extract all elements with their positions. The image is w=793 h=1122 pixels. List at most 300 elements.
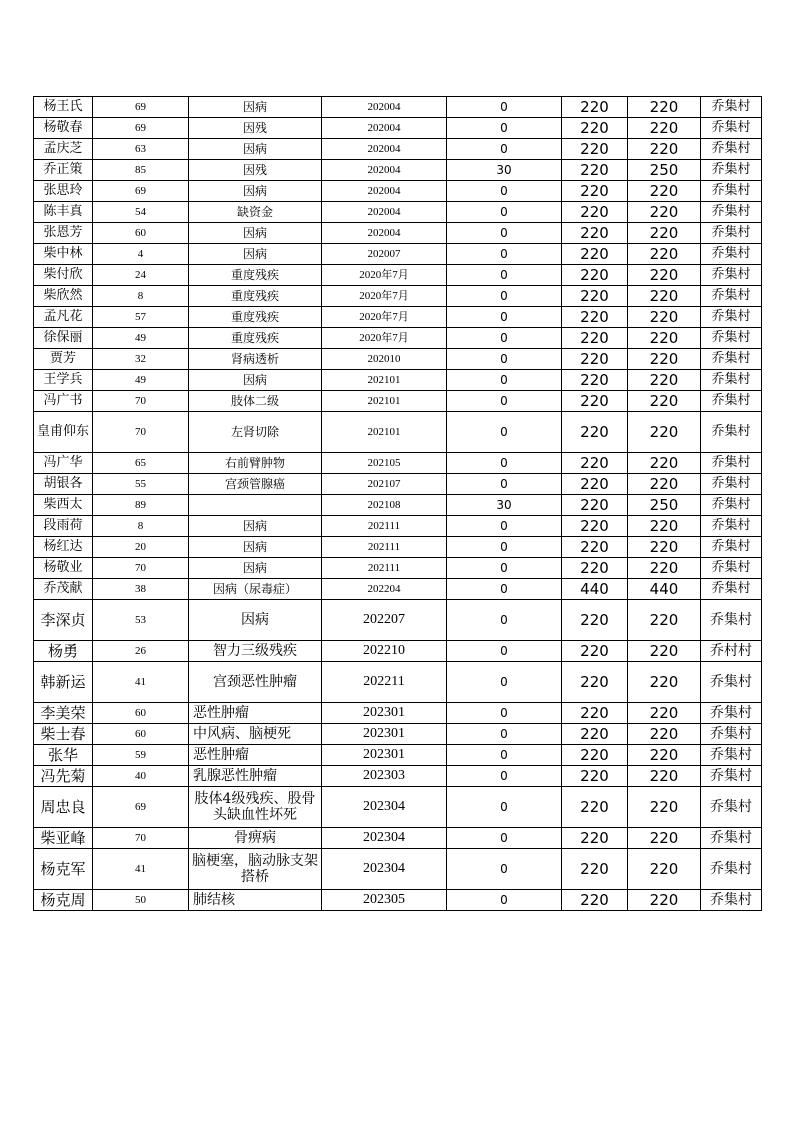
village-cell: 乔集村 [701, 828, 762, 849]
reason-cell: 因病 [189, 139, 322, 160]
table-row [34, 662, 762, 703]
table-body [34, 97, 762, 911]
start-date-cell: 202101 [322, 391, 447, 412]
extra-amount-cell: 0 [447, 828, 562, 849]
age-cell: 65 [93, 453, 189, 474]
base-amount-cell: 220 [562, 118, 628, 139]
table-row [34, 516, 762, 537]
total-amount-cell: 220 [628, 286, 701, 307]
reason-cell: 宫颈管腺癌 [189, 474, 322, 495]
age-cell: 24 [93, 265, 189, 286]
name-cell: 冯广书 [34, 391, 93, 412]
start-date-cell: 202004 [322, 160, 447, 181]
start-date-cell: 202010 [322, 349, 447, 370]
total-amount-cell: 220 [628, 139, 701, 160]
reason-cell: 因病 [189, 600, 322, 641]
extra-amount-cell: 0 [447, 766, 562, 787]
age-cell: 60 [93, 724, 189, 745]
extra-amount-cell: 0 [447, 244, 562, 265]
extra-amount-cell: 0 [447, 724, 562, 745]
table-row [34, 181, 762, 202]
age-cell: 50 [93, 890, 189, 911]
table-row [34, 579, 762, 600]
extra-amount-cell: 0 [447, 391, 562, 412]
base-amount-cell: 220 [562, 349, 628, 370]
age-cell: 69 [93, 97, 189, 118]
extra-amount-cell: 0 [447, 558, 562, 579]
total-amount-cell: 220 [628, 474, 701, 495]
age-cell: 41 [93, 662, 189, 703]
base-amount-cell: 220 [562, 662, 628, 703]
table-row [34, 641, 762, 662]
age-cell: 63 [93, 139, 189, 160]
village-cell: 乔集村 [701, 160, 762, 181]
age-cell: 60 [93, 223, 189, 244]
reason-cell: 骨痹病 [189, 828, 322, 849]
name-cell: 柴付欣 [34, 265, 93, 286]
age-cell: 8 [93, 516, 189, 537]
base-amount-cell: 220 [562, 495, 628, 516]
village-cell: 乔集村 [701, 265, 762, 286]
name-cell: 孟凡花 [34, 307, 93, 328]
total-amount-cell: 220 [628, 118, 701, 139]
extra-amount-cell: 0 [447, 579, 562, 600]
village-cell: 乔集村 [701, 307, 762, 328]
extra-amount-cell: 0 [447, 97, 562, 118]
reason-cell: 因残 [189, 160, 322, 181]
extra-amount-cell: 0 [447, 412, 562, 453]
table-row [34, 537, 762, 558]
extra-amount-cell: 0 [447, 307, 562, 328]
extra-amount-cell: 0 [447, 849, 562, 890]
name-cell: 周忠良 [34, 787, 93, 828]
start-date-cell: 202301 [322, 745, 447, 766]
start-date-cell: 202107 [322, 474, 447, 495]
table-row [34, 495, 762, 516]
name-cell: 段雨荷 [34, 516, 93, 537]
name-cell: 王学兵 [34, 370, 93, 391]
table-row [34, 160, 762, 181]
age-cell: 69 [93, 787, 189, 828]
total-amount-cell: 220 [628, 412, 701, 453]
extra-amount-cell: 0 [447, 202, 562, 223]
name-cell: 冯先菊 [34, 766, 93, 787]
village-cell: 乔集村 [701, 516, 762, 537]
name-cell: 李深贞 [34, 600, 93, 641]
start-date-cell: 202004 [322, 97, 447, 118]
reason-cell: 因病 [189, 558, 322, 579]
reason-cell: 因病（尿毒症） [189, 579, 322, 600]
base-amount-cell: 220 [562, 97, 628, 118]
extra-amount-cell: 0 [447, 600, 562, 641]
village-cell: 乔集村 [701, 349, 762, 370]
total-amount-cell: 220 [628, 370, 701, 391]
base-amount-cell: 220 [562, 160, 628, 181]
start-date-cell: 202305 [322, 890, 447, 911]
start-date-cell: 202303 [322, 766, 447, 787]
base-amount-cell: 220 [562, 391, 628, 412]
table-row [34, 724, 762, 745]
reason-cell: 因病 [189, 516, 322, 537]
total-amount-cell: 220 [628, 181, 701, 202]
name-cell: 乔茂献 [34, 579, 93, 600]
total-amount-cell: 220 [628, 724, 701, 745]
name-cell: 柴欣然 [34, 286, 93, 307]
total-amount-cell: 220 [628, 703, 701, 724]
village-cell: 乔集村 [701, 474, 762, 495]
total-amount-cell: 250 [628, 495, 701, 516]
reason-cell: 重度残疾 [189, 328, 322, 349]
village-cell: 乔集村 [701, 391, 762, 412]
start-date-cell: 2020年7月 [322, 328, 447, 349]
name-cell: 张恩芳 [34, 223, 93, 244]
extra-amount-cell: 0 [447, 370, 562, 391]
extra-amount-cell: 0 [447, 745, 562, 766]
base-amount-cell: 220 [562, 328, 628, 349]
reason-cell: 重度残疾 [189, 286, 322, 307]
extra-amount-cell: 30 [447, 160, 562, 181]
base-amount-cell: 220 [562, 370, 628, 391]
base-amount-cell: 220 [562, 703, 628, 724]
total-amount-cell: 220 [628, 202, 701, 223]
base-amount-cell: 220 [562, 724, 628, 745]
name-cell: 杨王氏 [34, 97, 93, 118]
extra-amount-cell: 0 [447, 223, 562, 244]
start-date-cell: 202004 [322, 139, 447, 160]
base-amount-cell: 220 [562, 537, 628, 558]
total-amount-cell: 220 [628, 391, 701, 412]
name-cell: 乔正策 [34, 160, 93, 181]
reason-cell: 因病 [189, 537, 322, 558]
extra-amount-cell: 0 [447, 118, 562, 139]
name-cell: 张思玲 [34, 181, 93, 202]
village-cell: 乔集村 [701, 849, 762, 890]
age-cell: 69 [93, 181, 189, 202]
age-cell: 38 [93, 579, 189, 600]
village-cell: 乔集村 [701, 787, 762, 828]
village-cell: 乔集村 [701, 558, 762, 579]
base-amount-cell: 220 [562, 828, 628, 849]
start-date-cell: 2020年7月 [322, 307, 447, 328]
name-cell: 杨红达 [34, 537, 93, 558]
start-date-cell: 202101 [322, 412, 447, 453]
start-date-cell: 202301 [322, 724, 447, 745]
total-amount-cell: 220 [628, 516, 701, 537]
name-cell: 杨克周 [34, 890, 93, 911]
age-cell: 20 [93, 537, 189, 558]
village-cell: 乔集村 [701, 579, 762, 600]
village-cell: 乔集村 [701, 745, 762, 766]
age-cell: 32 [93, 349, 189, 370]
village-cell: 乔集村 [701, 495, 762, 516]
table-row [34, 349, 762, 370]
extra-amount-cell: 0 [447, 516, 562, 537]
village-cell: 乔集村 [701, 370, 762, 391]
village-cell: 乔集村 [701, 328, 762, 349]
village-cell: 乔集村 [701, 181, 762, 202]
village-cell: 乔集村 [701, 118, 762, 139]
reason-cell: 因病 [189, 97, 322, 118]
reason-cell: 重度残疾 [189, 265, 322, 286]
start-date-cell: 202211 [322, 662, 447, 703]
village-cell: 乔集村 [701, 453, 762, 474]
table-row [34, 828, 762, 849]
reason-cell: 肺结核 [189, 890, 322, 911]
reason-cell: 中风病、脑梗死 [189, 724, 322, 745]
reason-cell: 恶性肿瘤 [189, 745, 322, 766]
start-date-cell: 202210 [322, 641, 447, 662]
age-cell: 85 [93, 160, 189, 181]
village-cell: 乔集村 [701, 662, 762, 703]
base-amount-cell: 220 [562, 265, 628, 286]
age-cell: 70 [93, 558, 189, 579]
table-row [34, 139, 762, 160]
table-row [34, 97, 762, 118]
base-amount-cell: 220 [562, 516, 628, 537]
extra-amount-cell: 0 [447, 890, 562, 911]
extra-amount-cell: 0 [447, 474, 562, 495]
reason-cell: 乳腺恶性肿瘤 [189, 766, 322, 787]
table-row [34, 703, 762, 724]
name-cell: 杨敬业 [34, 558, 93, 579]
reason-cell: 因病 [189, 370, 322, 391]
name-cell: 杨克军 [34, 849, 93, 890]
table-row [34, 244, 762, 265]
start-date-cell: 202004 [322, 181, 447, 202]
base-amount-cell: 220 [562, 787, 628, 828]
base-amount-cell: 220 [562, 766, 628, 787]
name-cell: 孟庆芝 [34, 139, 93, 160]
village-cell: 乔集村 [701, 286, 762, 307]
total-amount-cell: 220 [628, 558, 701, 579]
extra-amount-cell: 0 [447, 662, 562, 703]
village-cell: 乔集村 [701, 890, 762, 911]
base-amount-cell: 440 [562, 579, 628, 600]
age-cell: 49 [93, 328, 189, 349]
age-cell: 57 [93, 307, 189, 328]
age-cell: 89 [93, 495, 189, 516]
extra-amount-cell: 0 [447, 537, 562, 558]
name-cell: 杨敬春 [34, 118, 93, 139]
total-amount-cell: 220 [628, 244, 701, 265]
name-cell: 柴士春 [34, 724, 93, 745]
relief-roster-table [33, 96, 762, 911]
base-amount-cell: 220 [562, 453, 628, 474]
total-amount-cell: 250 [628, 160, 701, 181]
base-amount-cell: 220 [562, 558, 628, 579]
extra-amount-cell: 0 [447, 641, 562, 662]
start-date-cell: 202111 [322, 516, 447, 537]
village-cell: 乔集村 [701, 703, 762, 724]
base-amount-cell: 220 [562, 286, 628, 307]
village-cell: 乔集村 [701, 244, 762, 265]
base-amount-cell: 220 [562, 139, 628, 160]
reason-cell: 因病 [189, 244, 322, 265]
table-row [34, 328, 762, 349]
village-cell: 乔集村 [701, 600, 762, 641]
base-amount-cell: 220 [562, 244, 628, 265]
table-row [34, 286, 762, 307]
age-cell: 70 [93, 412, 189, 453]
base-amount-cell: 220 [562, 890, 628, 911]
table-row [34, 118, 762, 139]
table-row [34, 766, 762, 787]
start-date-cell: 202004 [322, 202, 447, 223]
total-amount-cell: 440 [628, 579, 701, 600]
total-amount-cell: 220 [628, 787, 701, 828]
name-cell: 柴西太 [34, 495, 93, 516]
reason-cell: 肢体二级 [189, 391, 322, 412]
name-cell: 冯广华 [34, 453, 93, 474]
reason-cell: 右前臂肿物 [189, 453, 322, 474]
extra-amount-cell: 0 [447, 265, 562, 286]
table-row [34, 474, 762, 495]
total-amount-cell: 220 [628, 349, 701, 370]
reason-cell: 因残 [189, 118, 322, 139]
reason-cell: 肢体4级残疾、股骨头缺血性坏死 [189, 787, 322, 828]
base-amount-cell: 220 [562, 600, 628, 641]
name-cell: 李美荣 [34, 703, 93, 724]
village-cell: 乔集村 [701, 724, 762, 745]
reason-cell: 宫颈恶性肿瘤 [189, 662, 322, 703]
total-amount-cell: 220 [628, 265, 701, 286]
village-cell: 乔集村 [701, 97, 762, 118]
age-cell: 26 [93, 641, 189, 662]
start-date-cell: 202007 [322, 244, 447, 265]
name-cell: 徐保丽 [34, 328, 93, 349]
age-cell: 4 [93, 244, 189, 265]
name-cell: 杨勇 [34, 641, 93, 662]
extra-amount-cell: 0 [447, 328, 562, 349]
age-cell: 41 [93, 849, 189, 890]
total-amount-cell: 220 [628, 828, 701, 849]
table-row [34, 787, 762, 828]
total-amount-cell: 220 [628, 890, 701, 911]
start-date-cell: 202105 [322, 453, 447, 474]
total-amount-cell: 220 [628, 745, 701, 766]
base-amount-cell: 220 [562, 307, 628, 328]
name-cell: 胡银各 [34, 474, 93, 495]
village-cell: 乔集村 [701, 537, 762, 558]
reason-cell: 缺资金 [189, 202, 322, 223]
table-row [34, 391, 762, 412]
reason-cell: 脑梗塞，脑动脉支架搭桥 [189, 849, 322, 890]
reason-cell: 肾病透析 [189, 349, 322, 370]
reason-cell: 因病 [189, 223, 322, 244]
age-cell: 70 [93, 828, 189, 849]
start-date-cell: 202004 [322, 118, 447, 139]
reason-cell [189, 495, 322, 516]
start-date-cell: 202204 [322, 579, 447, 600]
extra-amount-cell: 0 [447, 139, 562, 160]
table-row [34, 558, 762, 579]
table-row [34, 265, 762, 286]
village-cell: 乔集村 [701, 412, 762, 453]
age-cell: 49 [93, 370, 189, 391]
village-cell: 乔集村 [701, 139, 762, 160]
total-amount-cell: 220 [628, 766, 701, 787]
table-row [34, 370, 762, 391]
total-amount-cell: 220 [628, 307, 701, 328]
name-cell: 柴中林 [34, 244, 93, 265]
start-date-cell: 202304 [322, 787, 447, 828]
table-row [34, 223, 762, 244]
base-amount-cell: 220 [562, 223, 628, 244]
name-cell: 柴亚峰 [34, 828, 93, 849]
age-cell: 55 [93, 474, 189, 495]
name-cell: 张华 [34, 745, 93, 766]
total-amount-cell: 220 [628, 223, 701, 244]
reason-cell: 恶性肿瘤 [189, 703, 322, 724]
extra-amount-cell: 30 [447, 495, 562, 516]
base-amount-cell: 220 [562, 641, 628, 662]
village-cell: 乔集村 [701, 223, 762, 244]
table-row [34, 202, 762, 223]
total-amount-cell: 220 [628, 849, 701, 890]
age-cell: 40 [93, 766, 189, 787]
age-cell: 53 [93, 600, 189, 641]
reason-cell: 左肾切除 [189, 412, 322, 453]
base-amount-cell: 220 [562, 181, 628, 202]
extra-amount-cell: 0 [447, 787, 562, 828]
start-date-cell: 202111 [322, 558, 447, 579]
age-cell: 69 [93, 118, 189, 139]
base-amount-cell: 220 [562, 412, 628, 453]
start-date-cell: 202301 [322, 703, 447, 724]
extra-amount-cell: 0 [447, 181, 562, 202]
start-date-cell: 202207 [322, 600, 447, 641]
village-cell: 乔集村 [701, 766, 762, 787]
start-date-cell: 202111 [322, 537, 447, 558]
start-date-cell: 202004 [322, 223, 447, 244]
table-row [34, 307, 762, 328]
total-amount-cell: 220 [628, 97, 701, 118]
table-row [34, 600, 762, 641]
name-cell: 陈丰真 [34, 202, 93, 223]
start-date-cell: 202304 [322, 849, 447, 890]
age-cell: 54 [93, 202, 189, 223]
total-amount-cell: 220 [628, 662, 701, 703]
table-row [34, 453, 762, 474]
table-row [34, 890, 762, 911]
start-date-cell: 202304 [322, 828, 447, 849]
reason-cell: 重度残疾 [189, 307, 322, 328]
start-date-cell: 2020年7月 [322, 286, 447, 307]
total-amount-cell: 220 [628, 328, 701, 349]
table-row [34, 412, 762, 453]
extra-amount-cell: 0 [447, 349, 562, 370]
total-amount-cell: 220 [628, 641, 701, 662]
name-cell: 皇甫仰东 [34, 412, 93, 453]
age-cell: 70 [93, 391, 189, 412]
extra-amount-cell: 0 [447, 453, 562, 474]
total-amount-cell: 220 [628, 453, 701, 474]
total-amount-cell: 220 [628, 600, 701, 641]
start-date-cell: 202108 [322, 495, 447, 516]
village-cell: 乔村村 [701, 641, 762, 662]
base-amount-cell: 220 [562, 474, 628, 495]
name-cell: 韩新运 [34, 662, 93, 703]
total-amount-cell: 220 [628, 537, 701, 558]
age-cell: 60 [93, 703, 189, 724]
table-row [34, 849, 762, 890]
reason-cell: 因病 [189, 181, 322, 202]
start-date-cell: 202101 [322, 370, 447, 391]
reason-cell: 智力三级残疾 [189, 641, 322, 662]
extra-amount-cell: 0 [447, 703, 562, 724]
village-cell: 乔集村 [701, 202, 762, 223]
base-amount-cell: 220 [562, 849, 628, 890]
